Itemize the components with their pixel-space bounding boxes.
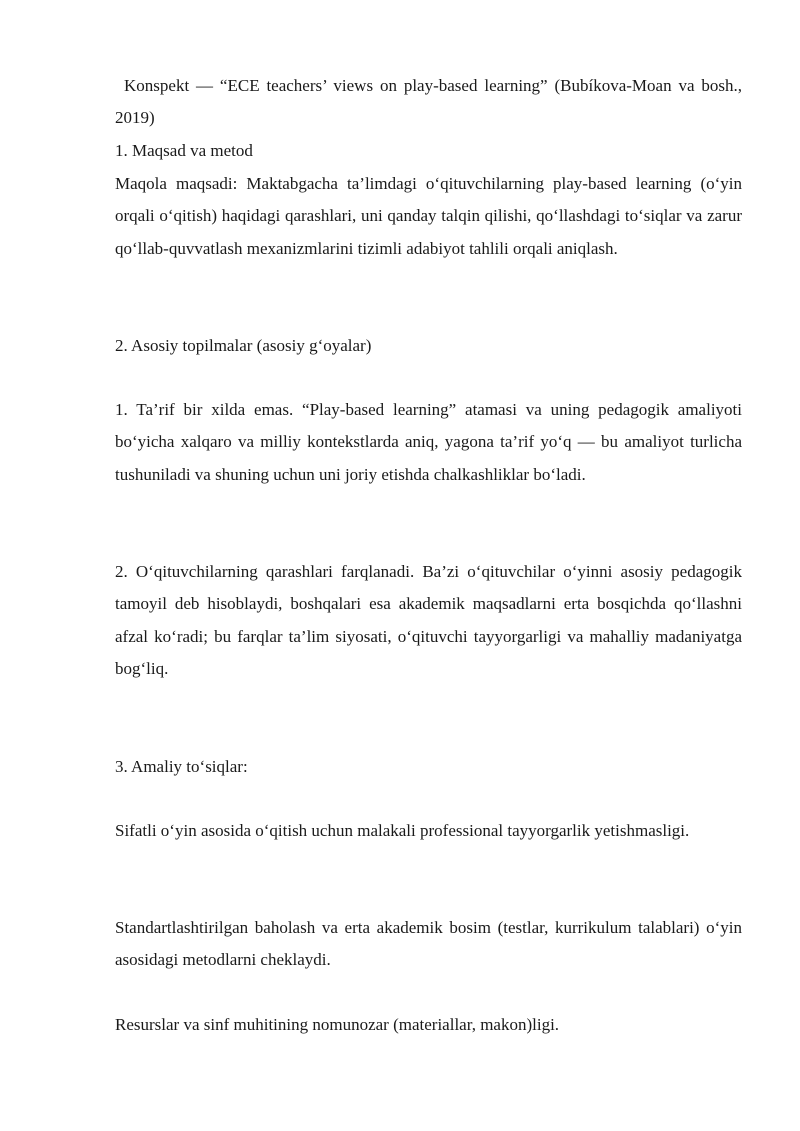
section-heading-goal-method: 1. Maqsad va metod — [115, 141, 253, 160]
section-heading-main-findings: 2. Asosiy topilmalar (asosiy g‘oyalar) — [115, 336, 372, 355]
barrier-assessment: Standartlashtirilgan baholash va erta akademik bosim (testlar, kurrikulum talablari) o‘yin asosidagi metodlarni cheklaydi. — [115, 918, 742, 970]
barrier-training: Sifatli o‘yin asosida o‘qitish uchun malakali professional tayyorgarlik yetishmasligi. — [115, 821, 690, 840]
finding-definition: 1. Ta’rif bir xilda emas. “Play-based learning” atamasi va uning pedagogik amaliyoti bo‘yicha xalqaro va milliy kontekstlarda aniq, yagona ta’rif yo‘q — bu amaliyot turlicha tushuniladi va shuning uchun uni joriy etishda chalkashliklar bo‘ladi. — [115, 400, 742, 484]
document-title: Konspekt — “ECE teachers’ views on play-based learning” (Bubíkova-Moan va bosh., 2019) — [115, 76, 742, 128]
barrier-resources: Resurslar va sinf muhitining nomunozar (materiallar, makon)ligi. — [115, 1015, 560, 1034]
finding-teacher-views: 2. O‘qituvchilarning qarashlari farqlanadi. Ba’zi o‘qituvchilar o‘yinni asosiy pedagogik tamoyil deb hisoblaydi, boshqalari esa akademik maqsadlarni erta bosqichda qo‘llashni afzal ko‘radi; bu farqlar ta’lim siyosati, o‘qituvchi tayyorgarligi va mahalliy madaniyatga bog‘liq. — [115, 562, 742, 678]
goal-paragraph: Maqola maqsadi: Maktabgacha ta’limdagi o‘qituvchilarning play-based learning (o‘yin orqali o‘qitish) haqidagi qarashlari, uni qanday talqin qilishi, qo‘llashdagi to‘siqlar va zarur qo‘llab-quvvatlash mexanizmlarini tizimli adabiyot tahlili orqali aniqlash. — [115, 174, 742, 258]
section-heading-barriers: 3. Amaliy to‘siqlar: — [115, 757, 248, 776]
